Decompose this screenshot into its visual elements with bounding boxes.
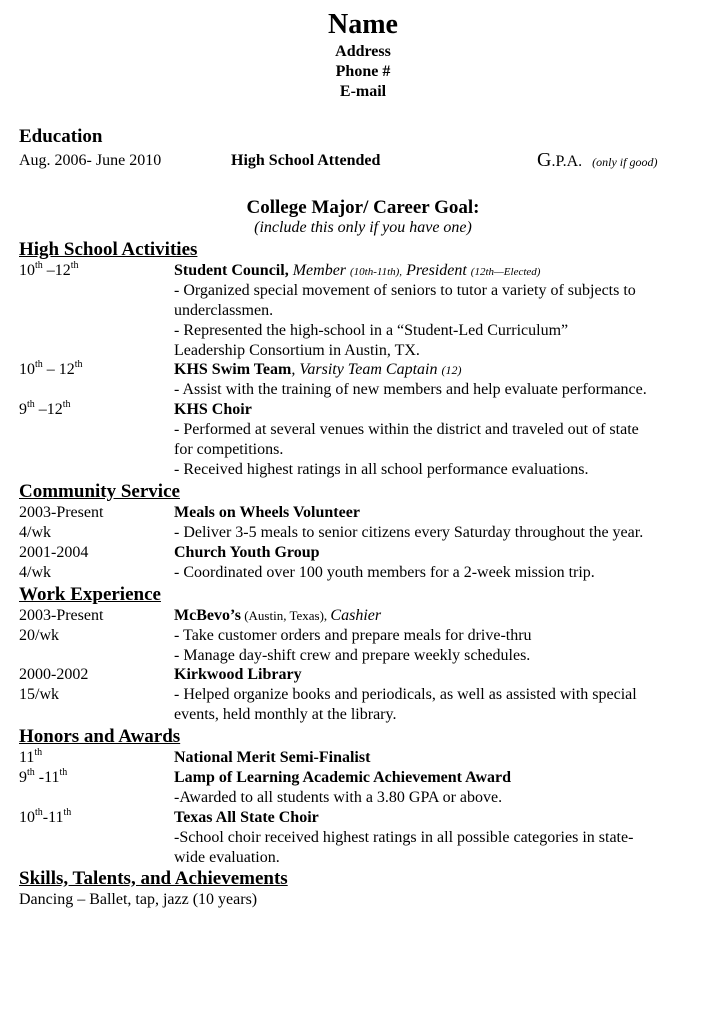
gpa-line [537,148,657,174]
swim-detail: - Assist with the training of new members and help evaluate performance. [174,381,647,398]
mcbevos-detail: - Manage day-shift crew and prepare weekly schedules. [174,647,531,664]
choir-detail: for competitions. [174,441,284,458]
library-years: 2000-2002 [19,666,89,683]
swim-title-line: KHS Swim Team, Varsity Team Captain (12) [174,361,462,378]
council-detail: - Represented the high-school in a “Student-Led Curriculum” [174,322,569,339]
mcbevos-hours: 20/wk [19,627,59,644]
meals-years: 2003-Present [19,504,104,521]
swim-title: KHS Swim Team [174,361,292,378]
honors-heading: Honors and Awards [19,726,181,747]
gpa-g: G [537,149,552,171]
phone-line: Phone # [335,63,391,80]
council-title: Student Council, [174,262,289,279]
skills-line: Dancing – Ballet, tap, jazz (10 years) [19,891,258,908]
council-grades: 10th –12th [19,260,79,279]
library-detail: - Helped organize books and periodicals, as well as assisted with special [174,686,637,703]
mcbevos-title: McBevo’s [174,607,241,624]
council-detail: underclassmen. [174,302,274,319]
mcbevos-years: 2003-Present [19,607,104,624]
council-title-line: Student Council, Member (10th-11th), President (12th—Elected) [174,262,541,279]
council-detail: Leadership Consortium in Austin, TX. [174,342,420,359]
library-detail: events, held monthly at the library. [174,706,397,723]
gpa-note: (only if good) [592,155,658,169]
email-line: E-mail [339,83,387,100]
church-years: 2001-2004 [19,544,89,561]
texas-detail: -School choir received highest ratings in all possible categories in state- [174,829,634,846]
meals-title: Meals on Wheels Volunteer [174,504,360,521]
education-heading: Education [19,126,103,147]
education-dates: Aug. 2006- June 2010 [19,152,162,169]
school-name: High School Attended [231,152,381,169]
address-line: Address [335,43,391,60]
mcbevos-title-line: McBevo’s (Austin, Texas), Cashier [174,607,382,624]
council-detail: - Organized special movement of seniors to tutor a variety of subjects to [174,282,636,299]
college-major-heading: College Major/ Career Goal: [246,197,480,218]
lamp-grades: 9th -11th [19,767,68,786]
merit-grade: 11th [19,747,43,766]
choir-detail: - Performed at several venues within the district and traveled out of state [174,421,639,438]
skills-heading: Skills, Talents, and Achievements [19,868,288,889]
church-hours: 4/wk [19,564,51,581]
church-title: Church Youth Group [174,544,320,561]
library-hours: 15/wk [19,686,59,703]
swim-grades: 10th – 12th [19,359,83,378]
gpa-rest: .P.A. [551,153,583,170]
choir-title: KHS Choir [174,401,252,418]
work-heading: Work Experience [19,584,161,605]
resume-name: Name [328,9,398,40]
choir-detail: - Received highest ratings in all school performance evaluations. [174,461,589,478]
mcbevos-detail: - Take customer orders and prepare meals for drive-thru [174,627,532,644]
choir-grades: 9th –12th [19,399,71,418]
lamp-detail: -Awarded to all students with a 3.80 GPA or above. [174,789,503,806]
lamp-title: Lamp of Learning Academic Achievement Award [174,769,512,786]
texas-detail: wide evaluation. [174,849,280,866]
meals-hours: 4/wk [19,524,51,541]
library-title: Kirkwood Library [174,666,302,683]
church-detail: - Coordinated over 100 youth members for a 2-week mission trip. [174,564,595,581]
texas-grades: 10th-11th [19,807,72,826]
college-major-note: (include this only if you have one) [254,219,472,236]
merit-title: National Merit Semi-Finalist [174,749,371,766]
activities-heading: High School Activities [19,239,198,260]
community-heading: Community Service [19,481,180,502]
texas-title: Texas All State Choir [174,809,319,826]
meals-detail: - Deliver 3-5 meals to senior citizens every Saturday throughout the year. [174,524,644,541]
